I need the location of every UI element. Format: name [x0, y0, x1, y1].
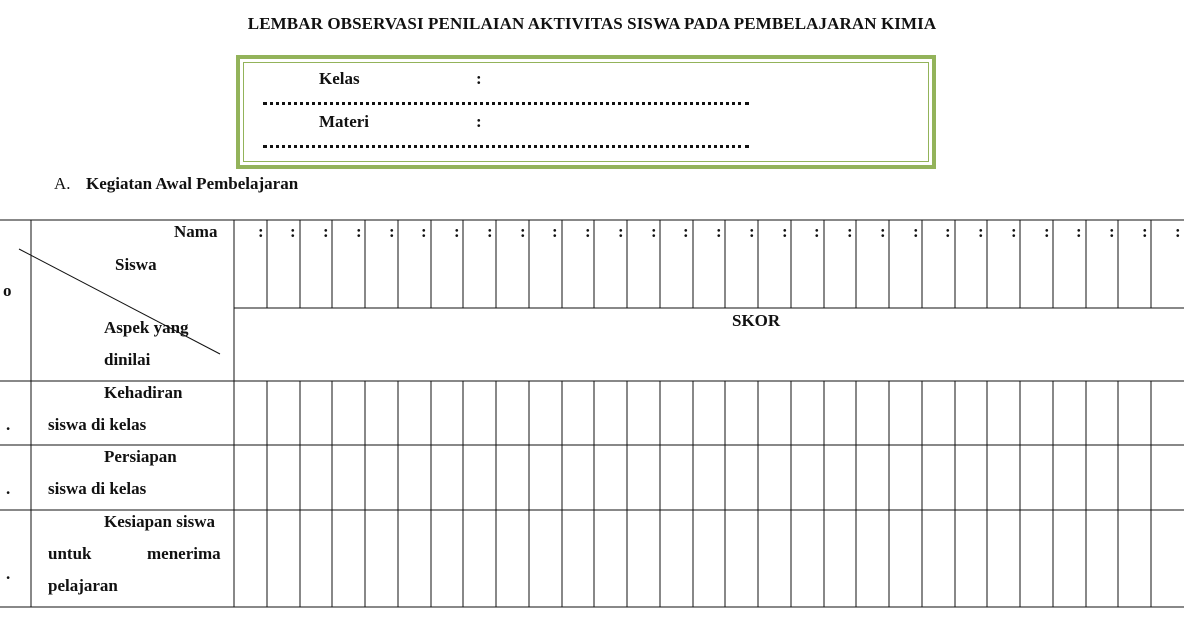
materi-colon: :: [476, 112, 482, 131]
row3-aspect-line2b: menerima: [147, 544, 221, 563]
row2-number: .: [6, 479, 11, 498]
student-name-colon: :: [258, 222, 264, 241]
student-name-colon: :: [913, 222, 919, 241]
student-name-colon: :: [520, 222, 526, 241]
row3-aspect-line3: pelajaran: [48, 576, 118, 595]
row1-aspect-line2: siswa di kelas: [48, 415, 147, 434]
student-name-colon: :: [651, 222, 657, 241]
student-name-colon: :: [749, 222, 755, 241]
student-name-colon: :: [880, 222, 886, 241]
header-name-bottom: Siswa: [115, 255, 157, 274]
student-name-colon: :: [323, 222, 329, 241]
row3-number: .: [6, 564, 11, 583]
student-name-colon: :: [978, 222, 984, 241]
header-aspect-top: Aspek yang: [104, 318, 189, 337]
no-column-header: o: [3, 281, 12, 300]
kelas-colon: :: [476, 69, 482, 88]
kelas-label: Kelas: [319, 69, 360, 88]
row1-aspect-line1: Kehadiran: [104, 383, 183, 402]
student-name-colon: :: [1076, 222, 1082, 241]
header-name-top: Nama: [174, 222, 218, 241]
student-name-colon: :: [356, 222, 362, 241]
student-name-colon: :: [487, 222, 493, 241]
section-title: Kegiatan Awal Pembelajaran: [86, 174, 299, 193]
student-name-colon: :: [1175, 222, 1181, 241]
materi-label: Materi: [319, 112, 370, 131]
document-title: LEMBAR OBSERVASI PENILAIAN AKTIVITAS SISWA PADA PEMBELAJARAN KIMIA: [247, 14, 937, 33]
row3-aspect-line2a: untuk: [48, 544, 92, 563]
row2-aspect-line2: siswa di kelas: [48, 479, 147, 498]
student-name-colon: :: [782, 222, 788, 241]
student-name-colon: :: [716, 222, 722, 241]
section-number: A.: [54, 174, 71, 193]
student-name-colon: :: [454, 222, 460, 241]
student-name-colon: :: [552, 222, 558, 241]
skor-label: SKOR: [732, 311, 781, 330]
student-name-colon: :: [814, 222, 820, 241]
student-name-colon: :: [585, 222, 591, 241]
student-name-colon: :: [1109, 222, 1115, 241]
row2-aspect-line1: Persiapan: [104, 447, 177, 466]
student-name-colon: :: [1011, 222, 1017, 241]
student-name-colon: :: [290, 222, 296, 241]
student-name-colon: :: [389, 222, 395, 241]
student-name-colon: :: [618, 222, 624, 241]
student-name-colon: :: [945, 222, 951, 241]
student-name-colon: :: [847, 222, 853, 241]
header-aspect-bottom: dinilai: [104, 350, 151, 369]
student-name-colon: :: [683, 222, 689, 241]
row1-number: .: [6, 415, 11, 434]
student-name-colon: :: [1044, 222, 1050, 241]
student-name-colon: :: [421, 222, 427, 241]
row3-aspect-line1: Kesiapan siswa: [104, 512, 215, 531]
student-name-colon: :: [1142, 222, 1148, 241]
